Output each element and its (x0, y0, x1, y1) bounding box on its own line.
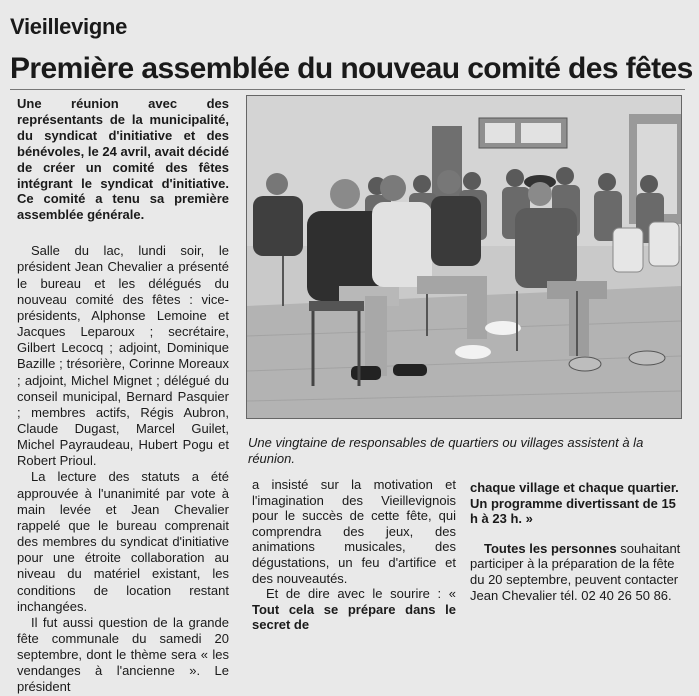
quote-continuation: chaque village et chaque quartier. Un programme divertissant de 15 h à 23 h. » (470, 480, 679, 527)
body-paragraph: a insisté sur la motivation et l'imagination des Vieillevignois pour le succès de cette fête, qui comprendra des jeux, des animations musicales, des dégustations, un feu d'artifice et des nouveautés. (252, 477, 456, 586)
body-paragraph: La lecture des statuts a été approuvée à l'unanimité par vote à main levée et Jean Chevalier rappelé que le bureau comprenait des membres du syndicat d'initiative pour une étroite collaboration au niveau du matériel existant, les conditions de location restant inchangées. (17, 469, 229, 614)
quote-intro: Et de dire avec le sourire : « (266, 586, 456, 602)
quote-text: Tout cela se prépare dans le secret de (252, 601, 456, 633)
meeting-photo (246, 95, 682, 419)
contact-paragraph (470, 541, 682, 603)
middle-column (252, 477, 456, 633)
headline-rule (10, 89, 685, 90)
body-paragraph (252, 586, 456, 633)
photo-caption: Une vingtaine de responsables de quartiers ou villages assistent à la réunion. (248, 435, 644, 466)
contact-text: souhaitant participer à la préparation de la fête du 20 septembre, peuvent contacter Jean Chevalier tél. 02 40 26 50 86. (470, 540, 681, 603)
left-column (17, 96, 229, 696)
section-title: Vieillevigne (10, 14, 128, 39)
meeting-photo-illustration (247, 96, 681, 418)
contact-lead: Toutes les personnes (484, 540, 617, 556)
article-headline: Première assemblée du nouveau comité des fêtes (10, 52, 693, 85)
body-paragraph: Salle du lac, lundi soir, le président Jean Chevalier a présenté le bureau et les délégués du nouveau comité des fêtes : vice-présidents, Alphonse Lemoine et Jacques Leparoux ; secrétaire, Gilbert Lecocq ; adjoint, Dominique Bazille ; trésorière, Corinne Moreaux ; adjoint, Michel Mignet ; délégué du conseil municipal, Bernard Pasquier ; membres actifs, Régis Aubron, Claude Dugast, Marcel Guilet, Michel Payraudeau, Hubert Pogu et Robert Prioul. (17, 243, 229, 469)
right-column (470, 480, 682, 603)
body-paragraph: Il fut aussi question de la grande fête communale du samedi 20 septembre, dont le thème sera « les vendanges à l'ancienne ». Le président (17, 614, 229, 695)
article-lead: Une réunion avec des représentants de la municipalité, du syndicat d'initiative et des bénévoles, le 24 avril, avait décidé de créer un comité des fêtes intégrant le syndicat d'initiative. Ce comité a tenu sa première assemblée générale. (17, 96, 229, 223)
